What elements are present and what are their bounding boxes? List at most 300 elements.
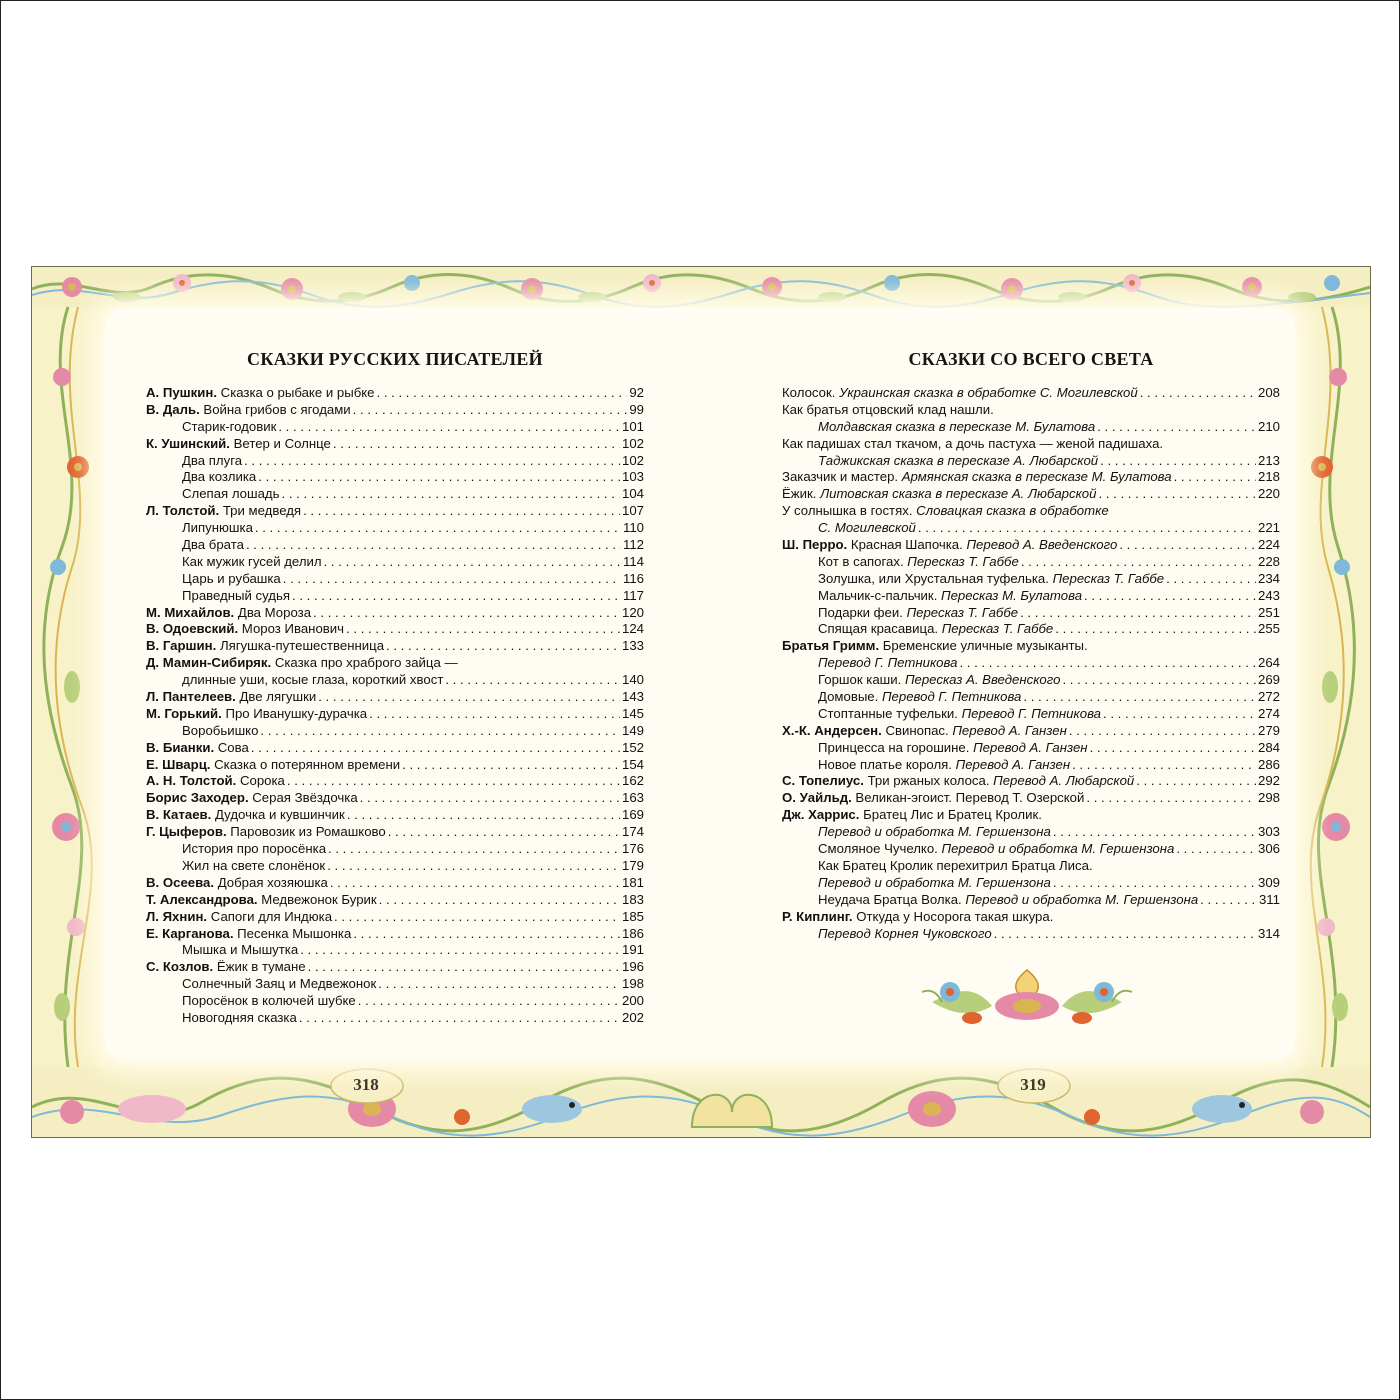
toc-entry [146,486,644,503]
story-title: Праведный судья [182,587,290,603]
toc-entry [146,469,644,486]
story-title: Колосок. [782,385,840,400]
toc-entry [782,571,1280,588]
toc-entry [146,689,644,706]
toc-entry [782,419,1280,436]
toc-entry-title [782,402,994,419]
dot-leader [287,773,620,790]
story-title: Братец Лис и Братец Кролик. [859,807,1042,823]
page-ref: 220 [1257,486,1280,502]
dot-leader [1140,385,1256,402]
toc-entry-title [182,486,280,503]
dot-leader [1072,757,1256,774]
toc-entry-title [818,858,1093,875]
page-ref: 143 [621,689,644,705]
toc-entry [146,638,644,655]
page-ref: 116 [622,570,644,586]
toc-entry [146,1010,644,1027]
toc-entry [146,926,644,943]
story-title: Сказка о рыбаке и рыбке [217,385,375,400]
dot-leader [292,588,621,605]
author-name: В. Катаев. [146,807,212,823]
story-title: Мальчик-с-пальчик. [818,587,942,603]
story-title: Красная Шапочка. [847,537,967,553]
toc-entry [146,723,644,740]
page-ref: 99 [629,401,644,417]
author-name: Дж. Харрис. [782,807,860,823]
toc-entry-title [182,453,242,470]
story-title: Воробьишко [182,722,259,738]
toc-entry [146,959,644,976]
toc-entry-title [146,959,306,976]
translator-note: Перевод А. Ганзен [952,722,1067,738]
translator-note: Перевод А. Любарской [993,773,1135,789]
toc-entry [782,436,1280,453]
toc-entry-title [182,571,281,588]
dot-leader [918,520,1256,537]
story-title: Неудача Братца Волка. [818,891,966,907]
author-name: Х.-К. Андерсен. [782,722,882,738]
toc-entry [782,706,1280,723]
dot-leader [258,469,620,486]
toc-entry-title [182,419,276,436]
toc-entry-title [818,419,1095,436]
story-title: Как мужик гусей делил [182,553,322,569]
author-name: Р. Киплинг. [782,908,853,924]
page-ref: 163 [621,790,644,806]
dot-leader [333,436,620,453]
dot-leader [1084,588,1256,605]
page-ref: 133 [621,638,644,654]
page-ref: 251 [1257,604,1280,620]
dot-leader [1069,723,1256,740]
translator-note: Словацкая сказка в обработке [916,503,1109,519]
dot-leader [1100,453,1256,470]
page-ref: 104 [621,486,644,502]
toc-entry [782,638,1280,655]
page-ref: 149 [621,722,644,738]
story-title: Спящая красавица. [818,621,942,637]
dot-leader [1053,875,1256,892]
toc-entry-title [782,807,1042,824]
toc-entry-title [182,841,326,858]
page-ref: 218 [1257,469,1280,485]
page-ref: 264 [1257,655,1280,671]
toc-entry [782,537,1280,554]
toc-entry-title [818,453,1098,470]
translator-note: Украинская сказка в обработке С. Могилевской [839,385,1138,400]
dot-leader [251,740,620,757]
dot-leader [369,706,620,723]
toc-entry [782,402,1280,419]
left-page-title: СКАЗКИ РУССКИХ ПИСАТЕЛЕЙ [247,349,543,369]
toc-entry [146,453,644,470]
page-ref: 154 [621,756,644,772]
page-ref: 179 [621,857,644,873]
story-title: Стоптанные туфельки. [818,705,962,721]
toc-entry-title [818,605,1018,622]
toc-entry-title [818,706,1101,723]
page-ref: 101 [621,418,644,434]
toc-entry-title [818,672,1060,689]
dot-leader [246,537,621,554]
dot-leader [278,419,620,436]
dot-leader [255,520,621,537]
story-title: Смоляное Чучелко. [818,841,942,857]
dot-leader [1166,571,1256,588]
dot-leader [303,503,620,520]
page-ref: 272 [1257,689,1280,705]
page-ref: 292 [1257,773,1280,789]
page-ref: 298 [1257,790,1280,806]
story-title: Паровозик из Ромашково [226,824,386,840]
translator-note: Перевод А. Ганзен [973,739,1088,755]
story-title: Свинопас. [881,722,953,738]
toc-entry-title [146,790,358,807]
page-ref: 202 [621,1009,644,1025]
translator-note: Пересказ Т. Габбе [907,553,1019,569]
page-ref: 279 [1257,722,1280,738]
toc-entry [146,605,644,622]
page-ref: 120 [621,604,644,620]
toc-entry-title [818,554,1019,571]
toc-entry-title [818,689,1021,706]
dot-leader [379,892,620,909]
author-name: А. Пушкин. [146,385,217,400]
author-name: Ш. Перро. [782,537,848,553]
author-name: Л. Пантелеев. [146,689,236,705]
toc-entry [782,790,1280,807]
right-toc-list [782,385,1280,942]
story-title: Сапоги для Индюка [207,908,333,924]
story-title: Про Иванушку-дурачка [221,705,368,721]
page-ref: 309 [1257,874,1280,890]
dot-leader [1062,672,1256,689]
story-title: Ёжик. [782,486,821,502]
author-name: В. Даль. [146,401,200,417]
toc-entry-title [146,875,328,892]
toc-entry [146,706,644,723]
author-name: В. Осеева. [146,874,215,890]
page-ref: 114 [622,553,644,569]
story-title: Как Братец Кролик перехитрил Братца Лиса. [818,857,1093,873]
toc-entry-title [146,824,386,841]
toc-entry [146,757,644,774]
dot-leader [330,875,620,892]
toc-entry [146,858,644,875]
dot-leader [1136,773,1256,790]
page-ref: 124 [621,621,644,637]
dot-leader [353,926,620,943]
toc-entry [146,655,644,672]
story-title: Два козлика [182,469,257,485]
translator-note: Перевод и обработка М. Гершензона [818,824,1051,840]
author-name: О. Уайльд. [782,790,852,806]
story-title: Слепая лошадь [182,486,280,502]
story-title: Два брата [182,537,244,553]
toc-entry-title [146,402,351,419]
dot-leader [260,723,620,740]
translator-note: Перевод и обработка М. Гершензона [818,874,1051,890]
author-name: М. Горький. [146,705,222,721]
story-title: Заказчик и мастер. [782,469,902,485]
dot-leader [378,976,620,993]
page-ref: 102 [621,435,644,451]
top-ornament-band [32,267,1370,307]
dot-leader [1119,537,1256,554]
story-title: Три медведя [219,503,302,519]
translator-note: Литовская сказка в пересказе А. Любарской [820,486,1097,502]
story-title: Липунюшка [182,520,253,536]
page-ref: 228 [1257,553,1280,569]
dot-leader [1174,469,1256,486]
dot-leader [358,993,620,1010]
translator-note: Перевод и обработка М. Гершензона [941,841,1175,857]
toc-entry [146,942,644,959]
story-title: Ёжик в тумане [213,959,306,975]
toc-entry-title [818,926,992,943]
toc-entry [146,503,644,520]
story-title: Горшок каши. [818,672,905,688]
toc-entry-title [818,875,1051,892]
toc-entry [146,976,644,993]
toc-entry-title [782,436,1163,453]
toc-entry [146,385,644,402]
toc-entry-title [146,909,332,926]
translator-note: Пересказ А. Введенского [904,672,1061,688]
story-title: Сказка про храброго зайца — [271,655,458,671]
dot-leader [377,385,628,402]
toc-entry-title [818,655,957,672]
page-ref: 213 [1257,452,1280,468]
toc-entry [782,655,1280,672]
story-title: Сорока [236,773,285,789]
toc-entry [782,605,1280,622]
page-ref: 286 [1257,756,1280,772]
toc-entry [782,807,1280,824]
toc-entry-title [782,486,1096,503]
toc-entry-title [782,723,1067,740]
toc-entry-title [182,520,253,537]
page-ref: 311 [1258,891,1280,907]
toc-entry-title [182,858,325,875]
toc-entry [782,520,1280,537]
dot-leader [1098,486,1256,503]
toc-entry-title [182,993,356,1010]
left-toc-list [146,385,644,1027]
page-ref: 306 [1257,841,1280,857]
dot-leader [283,571,621,588]
toc-entry-title [782,503,1109,520]
toc-entry [146,520,644,537]
toc-entry [146,436,644,453]
toc-entry [782,672,1280,689]
story-title: Новогодняя сказка [182,1009,297,1025]
toc-entry-title [182,588,290,605]
dot-leader [1086,790,1256,807]
toc-entry-title [182,942,298,959]
author-name: Г. Цыферов. [146,824,227,840]
dot-leader [388,824,620,841]
dot-leader [324,554,621,571]
story-title: Мороз Иванович [238,621,345,637]
story-title: Великан-эгоист. Перевод Т. Озерской [851,790,1085,806]
toc-entry-title [146,892,377,909]
page-ref: 208 [1257,385,1280,400]
story-title: Мышка и Мышутка [182,942,299,958]
dot-leader [1090,740,1256,757]
dot-leader [353,402,628,419]
toc-entry-title [782,773,1134,790]
author-name: В. Одоевский. [146,621,239,637]
toc-entry [146,554,644,571]
author-name: Е. Карганова. [146,925,234,941]
story-title: Два Мороза [234,604,312,620]
toc-entry-title [782,790,1084,807]
translator-note: Перевод Г. Петникова [818,655,958,671]
translator-note: Пересказ Т. Габбе [906,604,1019,620]
dot-leader [386,638,620,655]
toc-entry-title [146,706,367,723]
author-name: Е. Шварц. [146,756,211,772]
toc-entry [782,858,1280,875]
author-name: К. Ушинский. [146,435,230,451]
dot-leader [1020,605,1256,622]
translator-note: Перевод Г. Петникова [881,689,1022,705]
dot-leader [1021,554,1256,571]
story-title: Солнечный Заяц и Медвежонок [182,976,377,992]
page-ref: 269 [1257,672,1280,688]
dot-leader [994,926,1256,943]
story-title: Новое платье короля. [818,756,956,772]
story-title: Три ржаных колоса. [863,773,994,789]
toc-entry-title [146,503,301,520]
toc-entry-title [182,1010,297,1027]
dot-leader [300,942,620,959]
dot-leader [1097,419,1256,436]
page-ref: 176 [621,841,644,857]
toc-entry [146,892,644,909]
dot-leader [1200,892,1257,909]
right-ornament-band [1311,307,1355,1067]
page-ref: 191 [621,942,644,958]
toc-entry [782,554,1280,571]
toc-entry-title [818,757,1070,774]
bottom-ornament-band [32,1067,1370,1137]
page-ref: 183 [621,891,644,907]
story-title: Сказка о потерянном времени [210,756,401,772]
page-number-right: 319 [1020,1075,1046,1094]
toc-entry [782,875,1280,892]
page-ref: 140 [621,672,644,688]
toc-entry-title [146,757,400,774]
page-ref: 103 [621,469,644,485]
story-title: У солнышка в гостях. [782,503,917,519]
page-ref: 198 [621,976,644,992]
author-name: Братья Гримм. [782,638,880,654]
page-number-left: 318 [353,1075,379,1094]
author-name: В. Гаршин. [146,638,217,654]
dot-leader [1023,689,1256,706]
page-ref: 210 [1257,418,1280,434]
dot-leader [1055,621,1256,638]
toc-entry-title [146,740,249,757]
toc-entry [782,909,1280,926]
story-title: Жил на свете слонёнок [182,857,326,873]
dot-leader [959,655,1256,672]
story-title: Как падишах стал ткачом, а дочь пастуха — женой падишаха. [782,435,1164,451]
dot-leader [1176,841,1256,858]
toc-entry [782,740,1280,757]
translator-note: С. Могилевской [818,520,916,536]
toc-entry [146,790,644,807]
toc-entry [782,469,1280,486]
toc-entry-title [782,638,1088,655]
page-ref: 284 [1257,739,1280,755]
translator-note: Перевод Г. Петникова [961,705,1102,721]
translator-note: Перевод и обработка М. Гершензона [965,891,1199,907]
toc-entry [146,672,644,689]
toc-entry-title [818,588,1082,605]
story-title: Сова [214,739,249,755]
page-ref: 255 [1257,621,1280,637]
translator-note: Молдавская сказка в пересказе М. Булатова [818,418,1096,434]
toc-entry [782,503,1280,520]
dot-leader [328,841,620,858]
page-ref: 234 [1257,570,1280,586]
author-name: А. Н. Толстой. [146,773,237,789]
story-title: История про поросёнка [182,841,327,857]
story-title: Добрая хозяюшка [214,874,328,890]
toc-entry-title [182,537,244,554]
toc-entry-title [182,723,258,740]
story-title: Дудочка и кувшинчик [211,807,345,823]
dot-leader [308,959,620,976]
toc-entry [782,588,1280,605]
toc-entry-title [146,436,331,453]
story-title: Подарки феи. [818,604,907,620]
toc-entry-title [182,672,443,689]
author-name: С. Козлов. [146,959,214,975]
toc-entry [782,841,1280,858]
story-title: Кот в сапогах. [818,553,908,569]
toc-entry-title [146,689,316,706]
toc-entry [146,402,644,419]
toc-entry-title [146,621,344,638]
page-ref: 107 [621,503,644,519]
toc-entry [782,757,1280,774]
toc-entry-title [182,976,376,993]
toc-entry-title [782,537,1117,554]
page-ref: 174 [621,824,644,840]
story-title: Домовые. [818,689,882,705]
toc-entry [782,453,1280,470]
toc-entry [146,537,644,554]
translator-note: Перевод А. Введенского [966,537,1118,553]
page-ref: 303 [1257,824,1280,840]
story-title: Медвежонок Бурик [257,891,377,907]
author-name: Борис Заходер. [146,790,249,806]
toc-entry-title [182,554,322,571]
toc-entry-title [818,571,1164,588]
translator-note: Пересказ Т. Габбе [1052,570,1165,586]
story-title: Золушка, или Хрустальная туфелька. [818,570,1053,586]
toc-entry [146,875,644,892]
story-title: Старик-годовик [182,418,277,434]
toc-entry-title [146,655,458,672]
dot-leader [445,672,620,689]
toc-entry [782,689,1280,706]
